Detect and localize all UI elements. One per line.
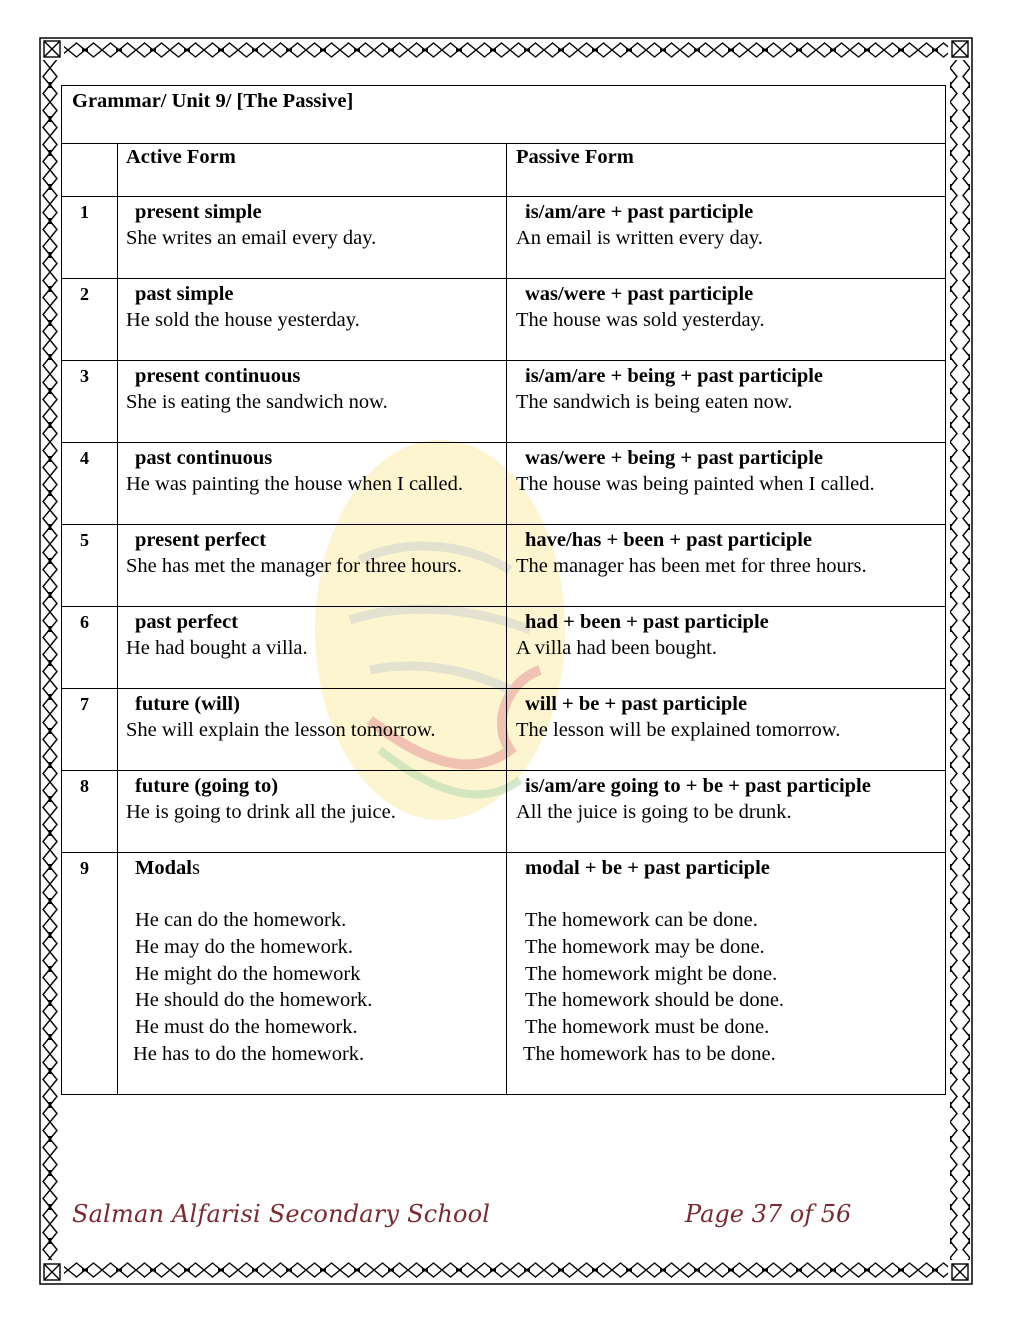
list-item: The homework might be done. — [525, 962, 778, 985]
table-row — [62, 607, 946, 689]
passive-structure: was/were + past participle — [525, 283, 754, 305]
active-example: He was painting the house when I called. — [126, 473, 464, 495]
passive-structure: have/has + been + past participle — [525, 529, 813, 551]
active-form-header: Active Form — [118, 144, 507, 197]
table-row — [62, 771, 946, 853]
active-tense-name: future (going to) — [135, 775, 279, 797]
table-row — [62, 525, 946, 607]
active-tense-name: past perfect — [135, 611, 239, 633]
list-item: He has to do the homework. — [133, 1042, 365, 1065]
footer-page-number: Page 37 of 56 — [685, 1200, 852, 1228]
active-tense-name: future (will) — [135, 693, 240, 715]
table-row-modals — [62, 853, 946, 1095]
row-number: 9 — [62, 853, 118, 1095]
passive-example: The lesson will be explained tomorrow. — [516, 719, 841, 741]
passive-example: An email is written every day. — [516, 227, 763, 249]
list-item: He must do the homework. — [135, 1016, 358, 1039]
row-number: 6 — [62, 607, 118, 689]
passive-example: The manager has been met for three hours. — [516, 555, 867, 577]
passive-grammar-table — [61, 85, 946, 1095]
modal-active-examples — [126, 907, 506, 1068]
passive-example: A villa had been bought. — [516, 637, 717, 659]
active-example: She will explain the lesson tomorrow. — [126, 719, 436, 741]
passive-structure: modal + be + past participle — [525, 857, 770, 879]
active-tense-name — [126, 855, 506, 881]
list-item: The homework may be done. — [525, 935, 765, 958]
passive-example: The sandwich is being eaten now. — [516, 391, 793, 413]
list-item: He should do the homework. — [135, 989, 373, 1012]
table-row — [62, 279, 946, 361]
active-example: He is going to drink all the juice. — [126, 801, 396, 823]
active-example: She is eating the sandwich now. — [126, 391, 388, 413]
footer-school-name: Salman Alfarisi Secondary School — [72, 1200, 491, 1228]
list-item: The homework can be done. — [525, 909, 758, 931]
active-tense-name: present perfect — [135, 529, 267, 551]
row-number: 8 — [62, 771, 118, 853]
active-example: She writes an email every day. — [126, 227, 377, 249]
list-item: He might do the homework — [135, 962, 361, 985]
row-number: 4 — [62, 443, 118, 525]
passive-structure: was/were + being + past participle — [525, 447, 824, 469]
list-item: The homework must be done. — [525, 1016, 770, 1039]
row-number: 3 — [62, 361, 118, 443]
row-number: 1 — [62, 197, 118, 279]
active-example: He had bought a villa. — [126, 637, 308, 659]
passive-structure: is/am/are + past participle — [525, 201, 754, 223]
modal-label-bold: Modal — [135, 857, 192, 879]
number-column-header — [62, 144, 118, 197]
list-item: The homework has to be done. — [523, 1042, 776, 1065]
table-row — [62, 361, 946, 443]
passive-structure: will + be + past participle — [525, 693, 748, 715]
row-number: 7 — [62, 689, 118, 771]
list-item: He may do the homework. — [135, 935, 354, 958]
active-example: He sold the house yesterday. — [126, 309, 360, 331]
active-tense-name: present simple — [135, 201, 262, 223]
row-number: 5 — [62, 525, 118, 607]
row-number: 2 — [62, 279, 118, 361]
table-row — [62, 197, 946, 279]
table-title: Grammar/ Unit 9/ [The Passive] — [62, 86, 946, 144]
active-tense-name: past continuous — [135, 447, 273, 469]
passive-structure: is/am/are going to + be + past participle — [525, 775, 871, 797]
passive-example: The house was sold yesterday. — [516, 309, 765, 331]
active-tense-name: present continuous — [135, 365, 301, 387]
modal-passive-examples — [516, 907, 945, 1068]
passive-structure: is/am/are + being + past participle — [525, 365, 824, 387]
table-row — [62, 689, 946, 771]
table-row — [62, 443, 946, 525]
list-item: The homework should be done. — [525, 989, 785, 1012]
list-item: He can do the homework. — [135, 909, 347, 931]
active-example: She has met the manager for three hours. — [126, 555, 462, 577]
passive-structure: had + been + past participle — [525, 611, 769, 633]
passive-example: The house was being painted when I called. — [516, 473, 875, 495]
active-tense-name: past simple — [135, 283, 234, 305]
passive-form-header: Passive Form — [507, 144, 946, 197]
modal-label-tail: s — [191, 857, 200, 879]
passive-example: All the juice is going to be drunk. — [516, 801, 792, 823]
